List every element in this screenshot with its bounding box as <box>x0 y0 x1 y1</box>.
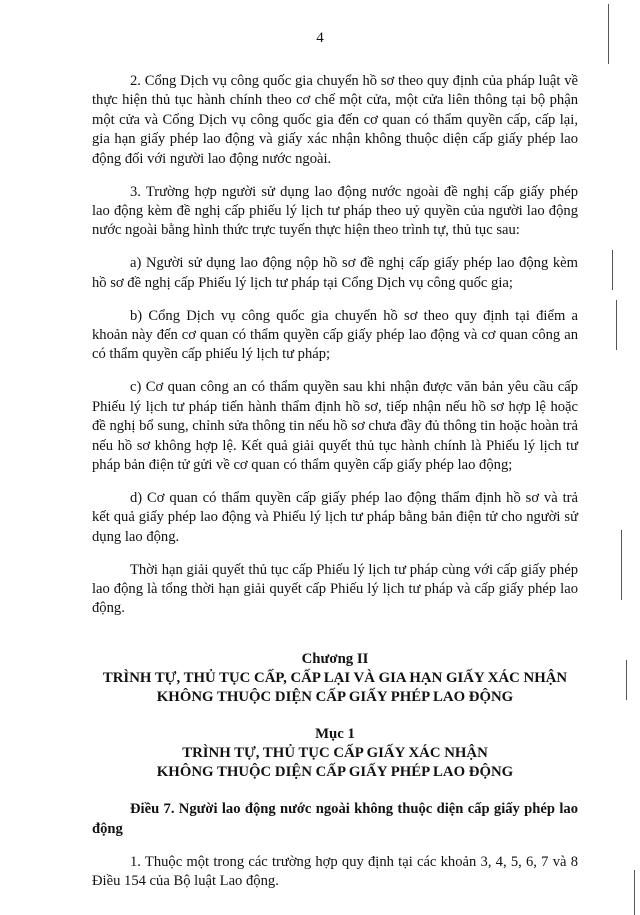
chapter-title-line-2: KHÔNG THUỘC DIỆN CẤP GIẤY PHÉP LAO ĐỘNG <box>156 689 514 706</box>
scan-edge-line <box>608 4 609 64</box>
document-body <box>92 72 578 905</box>
chapter-title-line-1: TRÌNH TỰ, THỦ TỤC CẤP, CẤP LẠI VÀ GIA HẠN GIẤY XÁC NHẬN <box>102 670 568 687</box>
paragraph-article-7-clause-1: 1. Thuộc một trong các trường hợp quy định tại các khoản 3, 4, 5, 6, 7 và 8 Điều 154 của Bộ luật Lao động. <box>92 854 578 890</box>
spacer <box>92 707 578 725</box>
paragraph-point-c: c) Cơ quan công an có thẩm quyền sau khi nhận được văn bản yêu cầu cấp Phiếu lý lịch tư pháp tiến hành thẩm định hồ sơ, tiếp nhận nếu hồ sơ hợp lệ hoặc đề nghị bổ sung, chỉnh sửa thông tin nếu hồ sơ chưa đầy đủ thông tin hoặc hoàn trả nếu hồ sơ không hợp lệ. Kết quả giải quyết thủ tục hành chính là Phiếu lý lịch tư pháp bản điện tử gửi về cơ quan có thẩm quyền cấp giấy phép lao động; <box>92 379 578 473</box>
scan-edge-line <box>626 660 627 700</box>
page-number: 4 <box>316 30 324 46</box>
scan-edge-line <box>612 250 613 290</box>
paragraph-clause-2: 2. Cổng Dịch vụ công quốc gia chuyển hồ sơ theo quy định của pháp luật về thực hiện thủ tục hành chính theo cơ chế một cửa, một cửa liên thông tại bộ phận một cửa và Cổng Dịch vụ công quốc gia đến cơ quan có thẩm quyền cấp, cấp lại, gia hạn giấy phép lao động và giấy xác nhận không thuộc diện cấp giấy phép lao động đối với người lao động nước ngoài. <box>92 73 578 167</box>
chapter-label: Chương II <box>301 651 369 668</box>
spacer <box>92 632 578 650</box>
paragraph-point-a: a) Người sử dụng lao động nộp hồ sơ đề nghị cấp giấy phép lao động kèm hồ sơ đề nghị cấp Phiếu lý lịch tư pháp tại Cổng Dịch vụ công quốc gia; <box>92 255 578 291</box>
paragraph-time-limit: Thời hạn giải quyết thủ tục cấp Phiếu lý lịch tư pháp cùng với cấp giấy phép lao động là tổng thời hạn giải quyết cấp Phiếu lý lịch tư pháp và cấp giấy phép lao động. <box>92 561 578 617</box>
paragraph-point-d: d) Cơ quan có thẩm quyền cấp giấy phép lao động thẩm định hồ sơ và trả kết quả giấy phép lao động và Phiếu lý lịch tư pháp bằng bản điện tử cho người sử dụng lao động. <box>92 489 578 545</box>
section-label: Mục 1 <box>315 726 355 743</box>
scan-edge-line <box>634 870 635 915</box>
spacer <box>92 782 578 800</box>
article-7-heading: Điều 7. Người lao động nước ngoài không thuộc diện cấp giấy phép lao động <box>92 801 578 837</box>
paragraph-point-b: b) Cổng Dịch vụ công quốc gia chuyển hồ sơ theo quy định tại điểm a khoản này đến cơ quan có thẩm quyền cấp giấy phép lao động và cơ quan công an có thẩm quyền cấp phiếu lý lịch tư pháp; <box>92 307 578 363</box>
scan-edge-line <box>621 530 622 600</box>
paragraph-clause-3: 3. Trường hợp người sử dụng lao động nước ngoài đề nghị cấp giấy phép lao động kèm đề nghị cấp phiếu lý lịch tư pháp theo uỷ quyền của người lao động nước ngoài bằng hình thức trực tuyến thực hiện theo trình tự, thủ tục sau: <box>92 183 578 239</box>
scan-edge-line <box>616 300 617 350</box>
section-title-line-2: KHÔNG THUỘC DIỆN CẤP GIẤY PHÉP LAO ĐỘNG <box>156 764 514 781</box>
section-title-line-1: TRÌNH TỰ, THỦ TỤC CẤP GIẤY XÁC NHẬN <box>182 745 488 762</box>
